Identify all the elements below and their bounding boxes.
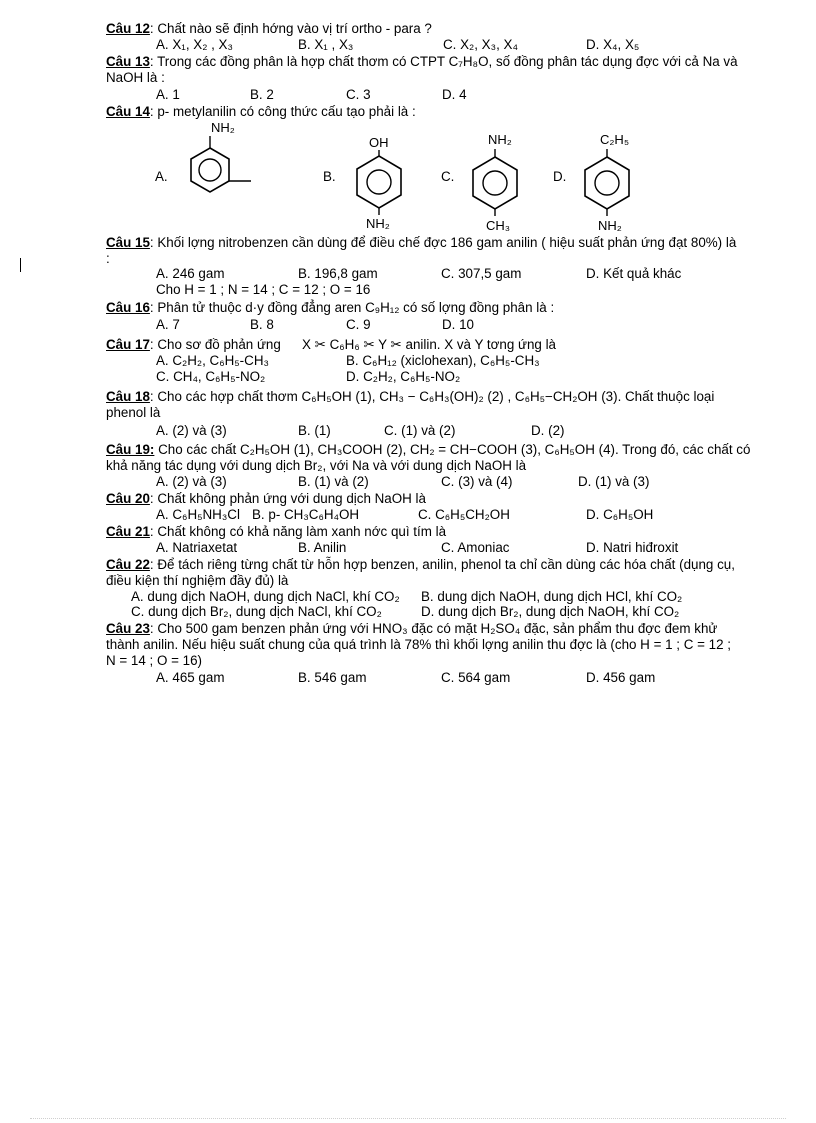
question-text-line2: điều kiện thí nghiệm đầy đủ) là <box>106 573 289 588</box>
option-d: D. (1) và (3) <box>578 474 650 489</box>
question-text-line2: NaOH là : <box>106 70 165 85</box>
option-c: C. 564 gam <box>441 670 511 685</box>
option-a: A. 7 <box>156 317 180 332</box>
option-c: C. CH₄, C₆H₅-NO₂ <box>156 369 266 384</box>
molecule-d-bottom-label: NH₂ <box>598 218 622 233</box>
question-text: : Trong các đồng phân là hợp chất thơm có CTPT C₇H₈O, số đồng phân tác dụng đợc với cả Na và <box>149 54 738 69</box>
page-footer-rule <box>30 1118 786 1119</box>
question-17 <box>106 338 281 351</box>
question-20 <box>106 492 426 505</box>
option-d: D. C₆H₅OH <box>586 507 654 522</box>
question-number: Câu 21 <box>106 524 150 539</box>
question-14 <box>106 105 416 118</box>
option-c: C. X₂, X₃, X₄ <box>443 37 518 52</box>
question-text-line2: : <box>106 251 110 266</box>
option-d: D. C₂H₂, C₆H₅-NO₂ <box>346 369 461 384</box>
question-15 <box>106 236 736 249</box>
question-text: : Khối lợng nitrobenzen cần dùng để điều chế đợc 186 gam anilin ( hiệu suất phản ứng đạt 80%) là <box>149 235 737 250</box>
option-d: D. 10 <box>442 317 475 332</box>
question-13 <box>106 55 738 68</box>
option-a: A. (2) và (3) <box>156 423 227 438</box>
note-atomic-masses: Cho H = 1 ; N = 14 ; C = 12 ; O = 16 <box>156 282 371 297</box>
question-number: Câu 13 <box>106 54 150 69</box>
option-d: D. Natri hiđroxit <box>586 540 679 555</box>
option-b: B. 546 gam <box>298 670 367 685</box>
option-c: C. Amoniac <box>441 540 510 555</box>
option-a: A. 246 gam <box>156 266 225 281</box>
option-a: A. (2) và (3) <box>156 474 227 489</box>
option-b: B. C₆H₁₂ (xiclohexan), C₆H₅-CH₃ <box>346 353 540 368</box>
option-d: D. <box>553 169 567 184</box>
question-text: : Chất nào sẽ định hớng vào vị trí ortho - para ? <box>149 21 432 36</box>
question-number: Câu 15 <box>106 235 150 250</box>
option-d: D. 4 <box>442 87 467 102</box>
molecule-a-structure <box>185 120 260 205</box>
option-b: B. p- CH₃C₆H₄OH <box>252 507 360 522</box>
option-a: A. <box>155 169 168 184</box>
question-text: : Chất không phản ứng với dung dịch NaOH là <box>149 491 426 506</box>
question-21 <box>106 525 446 538</box>
molecule-d-top-label: C₂H₅ <box>600 132 630 147</box>
question-text-line2: phenol là <box>106 405 161 420</box>
option-b: B. X₁ , X₃ <box>298 37 354 52</box>
option-b: B. <box>323 169 336 184</box>
option-c: C. 3 <box>346 87 371 102</box>
reaction-scheme: X ✂ C₆H₆ ✂ Y ✂ anilin. X và Y tơng ứng là <box>302 337 557 352</box>
option-b: B. 8 <box>250 317 274 332</box>
option-a: A. Natriaxetat <box>156 540 238 555</box>
option-b: B. (1) <box>298 423 331 438</box>
question-22 <box>106 558 735 571</box>
option-c: C. 307,5 gam <box>441 266 522 281</box>
option-b: B. 2 <box>250 87 274 102</box>
question-text: : Cho các hợp chất thơm C₆H₅OH (1), CH₃ − C₆H₃(OH)₂ (2) , C₆H₅−CH₂OH (3). Chất thuộc loại <box>149 389 715 404</box>
question-12 <box>106 22 432 35</box>
question-text: : Để tách riêng từng chất từ hỗn hợp benzen, anilin, phenol ta chỉ cần dùng các hóa chất (dụng cụ, <box>149 557 735 572</box>
question-text-line3: N = 14 ; O = 16) <box>106 653 203 668</box>
question-number: Câu 17 <box>106 337 150 352</box>
question-text: : Cho sơ đồ phản ứng <box>149 337 281 352</box>
question-16 <box>106 301 554 314</box>
option-c: C. 9 <box>346 317 371 332</box>
question-number: Câu 20 <box>106 491 150 506</box>
option-c: C. (3) và (4) <box>441 474 513 489</box>
molecule-c-structure <box>468 132 528 237</box>
molecule-b-top-label: OH <box>369 135 389 150</box>
option-c: C. dung dịch Br₂, dung dịch NaCl, khí CO₂ <box>131 604 382 619</box>
molecule-c-bottom-label: CH₃ <box>486 218 511 233</box>
option-b: B. Anilin <box>298 540 347 555</box>
question-number: Câu 19: <box>106 442 155 457</box>
molecule-b-bottom-label: NH₂ <box>366 216 390 231</box>
option-d: D. 456 gam <box>586 670 656 685</box>
option-a: A. C₂H₂, C₆H₅-CH₃ <box>156 353 269 368</box>
option-b: B. 196,8 gam <box>298 266 378 281</box>
option-d: D. dung dịch Br₂, dung dịch NaOH, khí CO₂ <box>421 604 680 619</box>
question-23 <box>106 622 717 635</box>
option-d: D. Kết quả khác <box>586 266 682 281</box>
question-text-line2: thành anilin. Nếu hiệu suất chung của quá trình là 78% thì khối lợng anilin thu đợc là (cho H = 1 ; C = 12 ; <box>106 637 731 652</box>
question-number: Câu 18 <box>106 389 150 404</box>
question-number: Câu 12 <box>106 21 150 36</box>
molecule-b-structure <box>352 135 412 235</box>
molecule-c-top-label: NH₂ <box>488 132 512 147</box>
question-number: Câu 16 <box>106 300 150 315</box>
option-b: B. dung dịch NaOH, dung dịch HCl, khí CO₂ <box>421 589 683 604</box>
option-a: A. C₆H₅NH₃Cl <box>156 507 240 522</box>
option-b: B. (1) và (2) <box>298 474 369 489</box>
option-a: A. 465 gam <box>156 670 225 685</box>
option-a: A. 1 <box>156 87 180 102</box>
question-text: : Phân tử thuộc d·y đồng đẳng aren C₉H₁₂ có số lợng đồng phân là : <box>149 300 555 315</box>
option-d: D. X₄, X₅ <box>586 37 640 52</box>
question-text: Cho các chất C₂H₅OH (1), CH₃COOH (2), CH₂ = CH−COOH (3), C₆H₅OH (4). Trong đó, các chất có <box>154 442 751 457</box>
question-text: : Cho 500 gam benzen phản ứng với HNO₃ đặc có mặt H₂SO₄ đặc, sản phẩm thu đợc đem khử <box>149 621 718 636</box>
question-number: Câu 14 <box>106 104 150 119</box>
option-c: C. (1) và (2) <box>384 423 456 438</box>
question-text-line2: khả năng tác dụng với dung dịch Br₂, với Na và với dung dịch NaOH là <box>106 458 527 473</box>
option-c: C. C₆H₅CH₂OH <box>418 507 510 522</box>
question-18 <box>106 390 714 403</box>
question-number: Câu 23 <box>106 621 150 636</box>
molecule-d-structure <box>580 132 640 237</box>
molecule-a-top-label: NH₂ <box>211 120 235 135</box>
question-19 <box>106 443 750 456</box>
question-text: : Chất không có khả năng làm xanh nớc quì tím là <box>149 524 447 539</box>
option-a: A. X₁, X₂ , X₃ <box>156 37 233 52</box>
margin-mark <box>20 258 21 272</box>
option-c: C. <box>441 169 455 184</box>
question-text: : p- metylanilin có công thức cấu tạo phải là : <box>149 104 416 119</box>
option-d: D. (2) <box>531 423 565 438</box>
question-number: Câu 22 <box>106 557 150 572</box>
option-a: A. dung dịch NaOH, dung dịch NaCl, khí CO₂ <box>131 589 400 604</box>
